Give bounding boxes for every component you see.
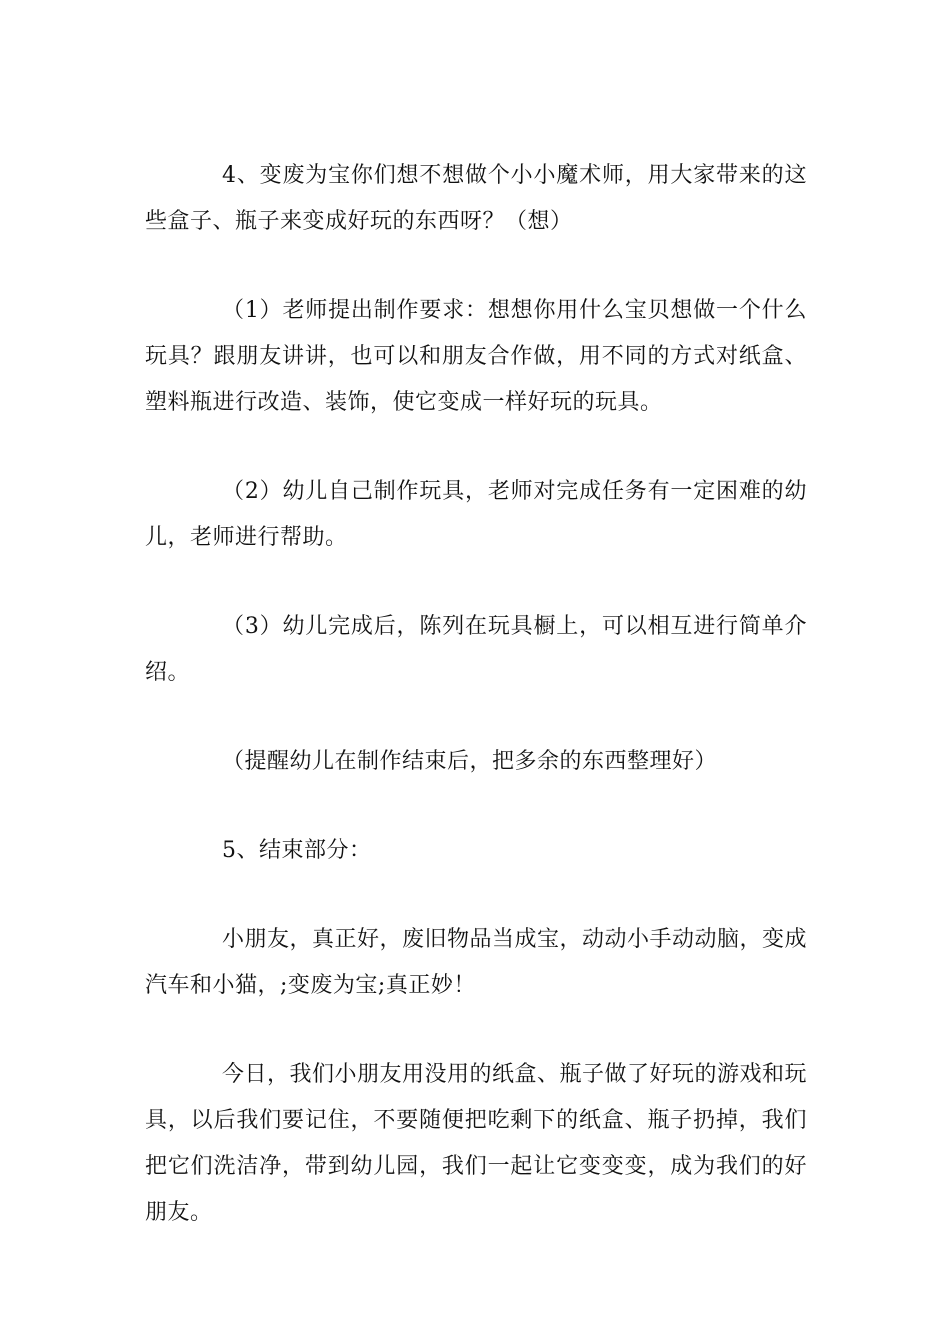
paragraph-reminder: （提醒幼儿在制作结束后，把多余的东西整理好） xyxy=(222,749,718,774)
paragraph-step-4: 4、变废为宝你们想不想做个小小魔术师，用大家带来的这些盒子、瓶子来变成好玩的东西呀？（想） xyxy=(145,163,807,234)
paragraph-step-5-heading: 5、结束部分： xyxy=(222,838,372,863)
paragraph-closing: 今日，我们小朋友用没用的纸盒、瓶子做了好玩的游戏和玩具，以后我们要记住，不要随便把吃剩下的纸盒、瓶子扔掉，我们把它们洗洁净，带到幼儿园，我们一起让它变变变，成为我们的好朋友。 xyxy=(145,1062,808,1225)
paragraph-rhyme: 小朋友，真正好，废旧物品当成宝，动动小手动动脑，变成汽车和小猫，;变废为宝;真正妙！ xyxy=(145,927,808,998)
document-body xyxy=(145,153,807,1236)
paragraph-step-4-1: （1）老师提出制作要求：想想你用什么宝贝想做一个什么玩具？跟朋友讲讲，也可以和朋友合作做，用不同的方式对纸盒、塑料瓶进行改造、装饰，使它变成一样好玩的玩具。 xyxy=(145,298,807,415)
paragraph-step-4-2: （2）幼儿自己制作玩具，老师对完成任务有一定困难的幼儿，老师进行帮助。 xyxy=(145,479,807,550)
paragraph-step-4-3: （3）幼儿完成后，陈列在玩具橱上，可以相互进行简单介绍。 xyxy=(145,614,807,685)
